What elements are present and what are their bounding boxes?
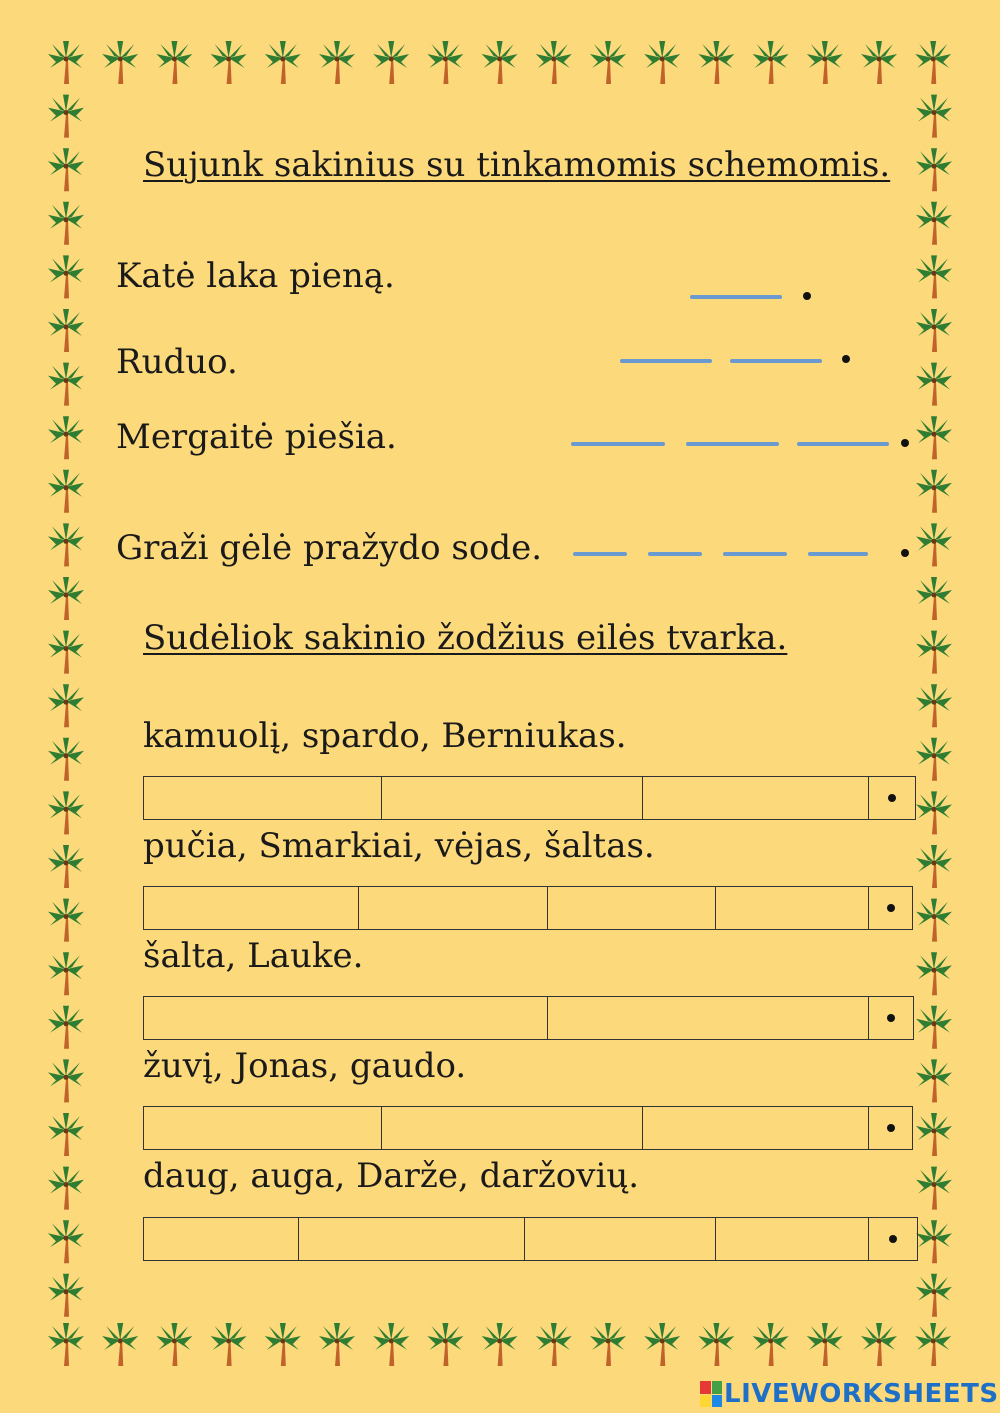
answer-cell[interactable] xyxy=(382,1107,643,1149)
period-cell xyxy=(869,887,912,929)
answer-cell[interactable] xyxy=(144,1107,382,1149)
answer-cell[interactable] xyxy=(548,887,716,929)
word-list-5: daug, auga, Darže, daržovių. xyxy=(143,1156,640,1196)
sentence-1[interactable]: Katė laka pieną. xyxy=(116,256,395,296)
sentence-4[interactable]: Graži gėlė pražydo sode. xyxy=(116,528,543,568)
period-cell xyxy=(869,997,913,1039)
period-cell xyxy=(869,777,915,819)
answer-row-4 xyxy=(143,1106,913,1150)
scheme-dash xyxy=(573,552,627,556)
liveworksheets-logo-icon xyxy=(700,1381,722,1407)
answer-cell[interactable] xyxy=(716,887,869,929)
answer-cell[interactable] xyxy=(643,777,869,819)
answer-cell[interactable] xyxy=(144,997,548,1039)
scheme-dash xyxy=(723,552,787,556)
period-cell xyxy=(869,1107,912,1149)
sentence-3[interactable]: Mergaitė piešia. xyxy=(116,417,397,457)
scheme-dot xyxy=(803,292,811,300)
scheme-dash xyxy=(571,442,665,446)
logo-text: LIVEWORKSHEETS xyxy=(724,1379,999,1409)
scheme-dash xyxy=(797,442,889,446)
scheme-dot xyxy=(842,355,850,363)
scheme-dash xyxy=(686,442,779,446)
word-list-3: šalta, Lauke. xyxy=(143,936,364,976)
answer-cell[interactable] xyxy=(144,887,359,929)
answer-row-1 xyxy=(143,776,916,820)
answer-cell[interactable] xyxy=(144,777,382,819)
answer-cell[interactable] xyxy=(299,1218,525,1260)
liveworksheets-logo[interactable] xyxy=(700,1378,999,1410)
answer-cell[interactable] xyxy=(525,1218,716,1260)
scheme-dash xyxy=(648,552,702,556)
word-list-1: kamuolį, spardo, Berniukas. xyxy=(143,716,627,756)
answer-row-3 xyxy=(143,996,914,1040)
answer-cell[interactable] xyxy=(716,1218,869,1260)
scheme-dash xyxy=(730,359,822,363)
answer-cell[interactable] xyxy=(144,1218,299,1260)
sentence-2[interactable]: Ruduo. xyxy=(116,342,238,382)
word-list-4: žuvį, Jonas, gaudo. xyxy=(143,1046,467,1086)
word-list-2: pučia, Smarkiai, vėjas, šaltas. xyxy=(143,826,655,866)
period-cell xyxy=(869,1218,917,1260)
scheme-dot xyxy=(901,439,909,447)
answer-row-2 xyxy=(143,886,913,930)
answer-cell[interactable] xyxy=(359,887,548,929)
answer-cell[interactable] xyxy=(548,997,869,1039)
section2-title: Sudėliok sakinio žodžius eilės tvarka. xyxy=(143,618,788,658)
scheme-dash xyxy=(620,359,712,363)
answer-cell[interactable] xyxy=(382,777,643,819)
scheme-dot xyxy=(901,549,909,557)
section1-title: Sujunk sakinius su tinkamomis schemomis. xyxy=(143,145,891,185)
answer-row-5 xyxy=(143,1217,918,1261)
answer-cell[interactable] xyxy=(643,1107,869,1149)
scheme-dash xyxy=(808,552,868,556)
scheme-dash xyxy=(690,295,782,299)
